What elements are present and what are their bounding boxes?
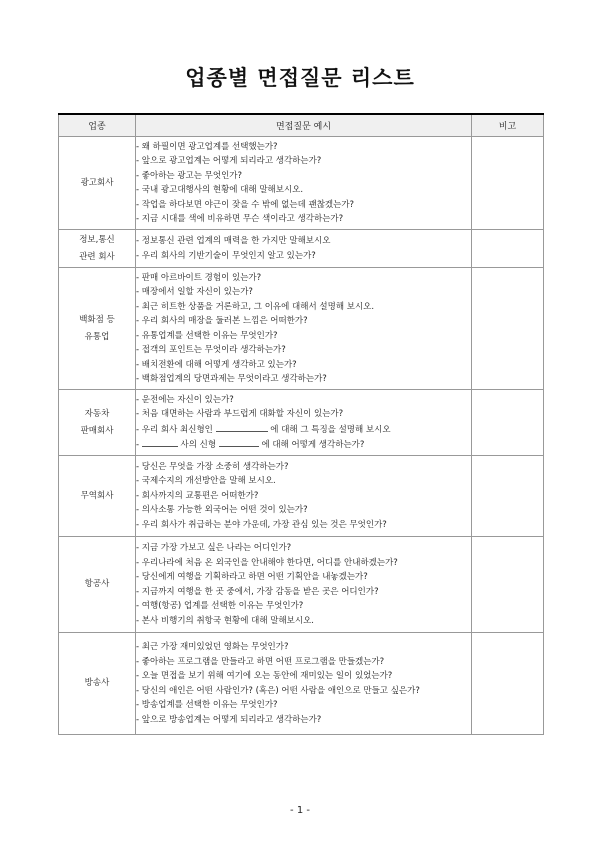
question-item: - 정보통신 관련 업계의 매력을 한 가지만 말해보시오 <box>136 236 331 246</box>
question-prefix: - 우리 회사 최신형인 <box>136 424 213 435</box>
note-cell <box>472 456 544 537</box>
page-title: 업종별 면접질문 리스트 <box>185 66 415 90</box>
fill-in-blank <box>216 422 268 432</box>
question-item <box>136 422 471 438</box>
note-cell <box>472 137 544 230</box>
table-row <box>59 268 544 390</box>
table-row <box>59 390 544 456</box>
question-item: - 당신의 애인은 어떤 사람인가? (혹은) 어떤 사람을 애인으로 만들고 싶은가? <box>136 685 420 696</box>
industry-cell <box>59 456 136 537</box>
questions-cell <box>136 456 472 537</box>
question-suffix: 에 대해 그 특징을 설명해 보시오 <box>270 424 391 435</box>
industry-label: 유통업 <box>84 331 110 342</box>
questions-cell <box>136 633 472 735</box>
question-item: - 우리 회사가 취급하는 분야 가운데, 가장 관심 있는 것은 무엇인가? <box>136 519 387 530</box>
header-questions: 면접질문 예시 <box>136 114 472 137</box>
industry-cell <box>59 633 136 735</box>
question-item: - 좋아하는 프로그램을 만들라고 하면 어떤 프로그램을 만들겠는가? <box>136 656 385 667</box>
note-cell <box>472 633 544 735</box>
question-item: - 매장에서 일할 자신이 있는가? <box>136 287 253 297</box>
table-row <box>59 537 544 633</box>
industry-cell <box>59 390 136 456</box>
question-item: - 최근 히트한 상품을 거론하고, 그 이유에 대해서 설명해 보시오. <box>136 301 375 312</box>
industry-label: 판매회사 <box>80 425 114 436</box>
question-item: - 유통업계를 선택한 이유는 무엇인가? <box>136 330 278 341</box>
interview-question-table <box>58 113 544 735</box>
question-item: - 최근 가장 재미있었던 영화는 무엇인가? <box>136 642 289 652</box>
header-industry: 업종 <box>59 114 136 137</box>
question-item: - 판매 아르바이트 경험이 있는가? <box>136 272 262 283</box>
question-item: - 당신은 무엇을 가장 소중히 생각하는가? <box>136 461 289 472</box>
question-item: - 국제수지의 개선방안을 말해 보시오. <box>136 476 276 487</box>
question-item: - 오늘 면접을 보기 위해 여기에 오는 동안에 재미있는 일이 있었는가? <box>136 671 393 681</box>
fill-in-blank <box>219 437 259 447</box>
industry-label: 관련 회사 <box>79 251 115 262</box>
question-item: - 지금까지 여행을 한 곳 중에서, 가장 감동을 받은 곳은 어디인가? <box>136 586 379 597</box>
questions-cell <box>136 137 472 230</box>
question-item: - 지금 시대를 색에 비유하면 무슨 색이라고 생각하는가? <box>136 214 344 224</box>
question-item: - 방송업계를 선택한 이유는 무엇인가? <box>136 700 278 710</box>
industry-label: 무역회사 <box>80 490 114 501</box>
question-item: - 좋아하는 광고는 무엇인가? <box>136 170 243 181</box>
question-item: - 접객의 포인트는 무엇이라 생각하는가? <box>136 345 286 355</box>
question-item: - 운전에는 자신이 있는가? <box>136 394 234 405</box>
industry-cell <box>59 268 136 390</box>
table-row <box>59 137 544 230</box>
question-item: - 우리나라에 처음 온 외국인을 안내해야 한다면, 어디를 안내하겠는가? <box>136 557 398 568</box>
question-item: - 회사까지의 교통편은 어떠한가? <box>136 490 259 501</box>
question-item: - 우리 회사의 매장을 둘러본 느낌은 어떠한가? <box>136 316 308 326</box>
fill-in-blank <box>142 437 178 447</box>
table-header-row <box>59 114 544 137</box>
note-cell <box>472 537 544 633</box>
questions-cell <box>136 537 472 633</box>
question-mid: 사의 신형 <box>180 440 217 450</box>
question-item: - 여행(항공) 업계를 선택한 이유는 무엇인가? <box>136 601 304 611</box>
note-cell <box>472 230 544 268</box>
note-cell <box>472 268 544 390</box>
table-row <box>59 633 544 735</box>
question-suffix: 에 대해 어떻게 생각하는가? <box>261 440 365 450</box>
question-item: - 의사소통 가능한 외국어는 어떤 것이 있는가? <box>136 505 308 516</box>
page-number: - 1 - <box>290 805 310 816</box>
question-item: - 국내 광고대행사의 현황에 대해 말해보시오. <box>136 185 304 195</box>
table-row <box>59 230 544 268</box>
questions-cell <box>136 390 472 456</box>
question-item: - 지금 가장 가보고 싶은 나라는 어디인가? <box>136 543 292 553</box>
question-item: - 앞으로 방송업계는 어떻게 되리라고 생각하는가? <box>136 714 322 725</box>
question-item: - 왜 하필이면 광고업계를 선택했는가? <box>136 141 278 152</box>
question-item: - 본사 비행기의 취항국 현황에 대해 말해보시오. <box>136 615 314 626</box>
industry-label: 정보,통신 <box>79 234 115 245</box>
note-cell <box>472 390 544 456</box>
industry-cell <box>59 230 136 268</box>
question-item <box>136 437 471 453</box>
table-row <box>59 456 544 537</box>
industry-cell <box>59 137 136 230</box>
question-item: - 우리 회사의 기반기술이 무엇인지 알고 있는가? <box>136 250 316 261</box>
industry-label: 자동차 <box>84 408 110 419</box>
industry-label: 광고회사 <box>80 177 114 188</box>
header-note: 비고 <box>472 114 544 137</box>
industry-label: 백화점 등 <box>79 314 115 325</box>
questions-cell <box>136 230 472 268</box>
question-item: - 당신에게 여행을 기획하라고 하면 어떤 기획안을 내놓겠는가? <box>136 572 368 582</box>
question-item: - 작업을 하다보면 야근이 잦을 수 밖에 없는데 괜찮겠는가? <box>136 199 355 210</box>
question-item: - 배치전환에 대해 어떻게 생각하고 있는가? <box>136 359 297 370</box>
question-prefix: - <box>136 440 142 450</box>
questions-cell <box>136 268 472 390</box>
industry-cell <box>59 537 136 633</box>
question-item: - 백화점업계의 당면과제는 무엇이라고 생각하는가? <box>136 374 327 384</box>
question-item: - 앞으로 광고업계는 어떻게 되리라고 생각하는가? <box>136 156 322 166</box>
industry-label: 항공사 <box>84 579 110 589</box>
industry-label: 방송사 <box>84 678 110 688</box>
question-item: - 처음 대면하는 사람과 부드럽게 대화할 자신이 있는가? <box>136 409 344 419</box>
